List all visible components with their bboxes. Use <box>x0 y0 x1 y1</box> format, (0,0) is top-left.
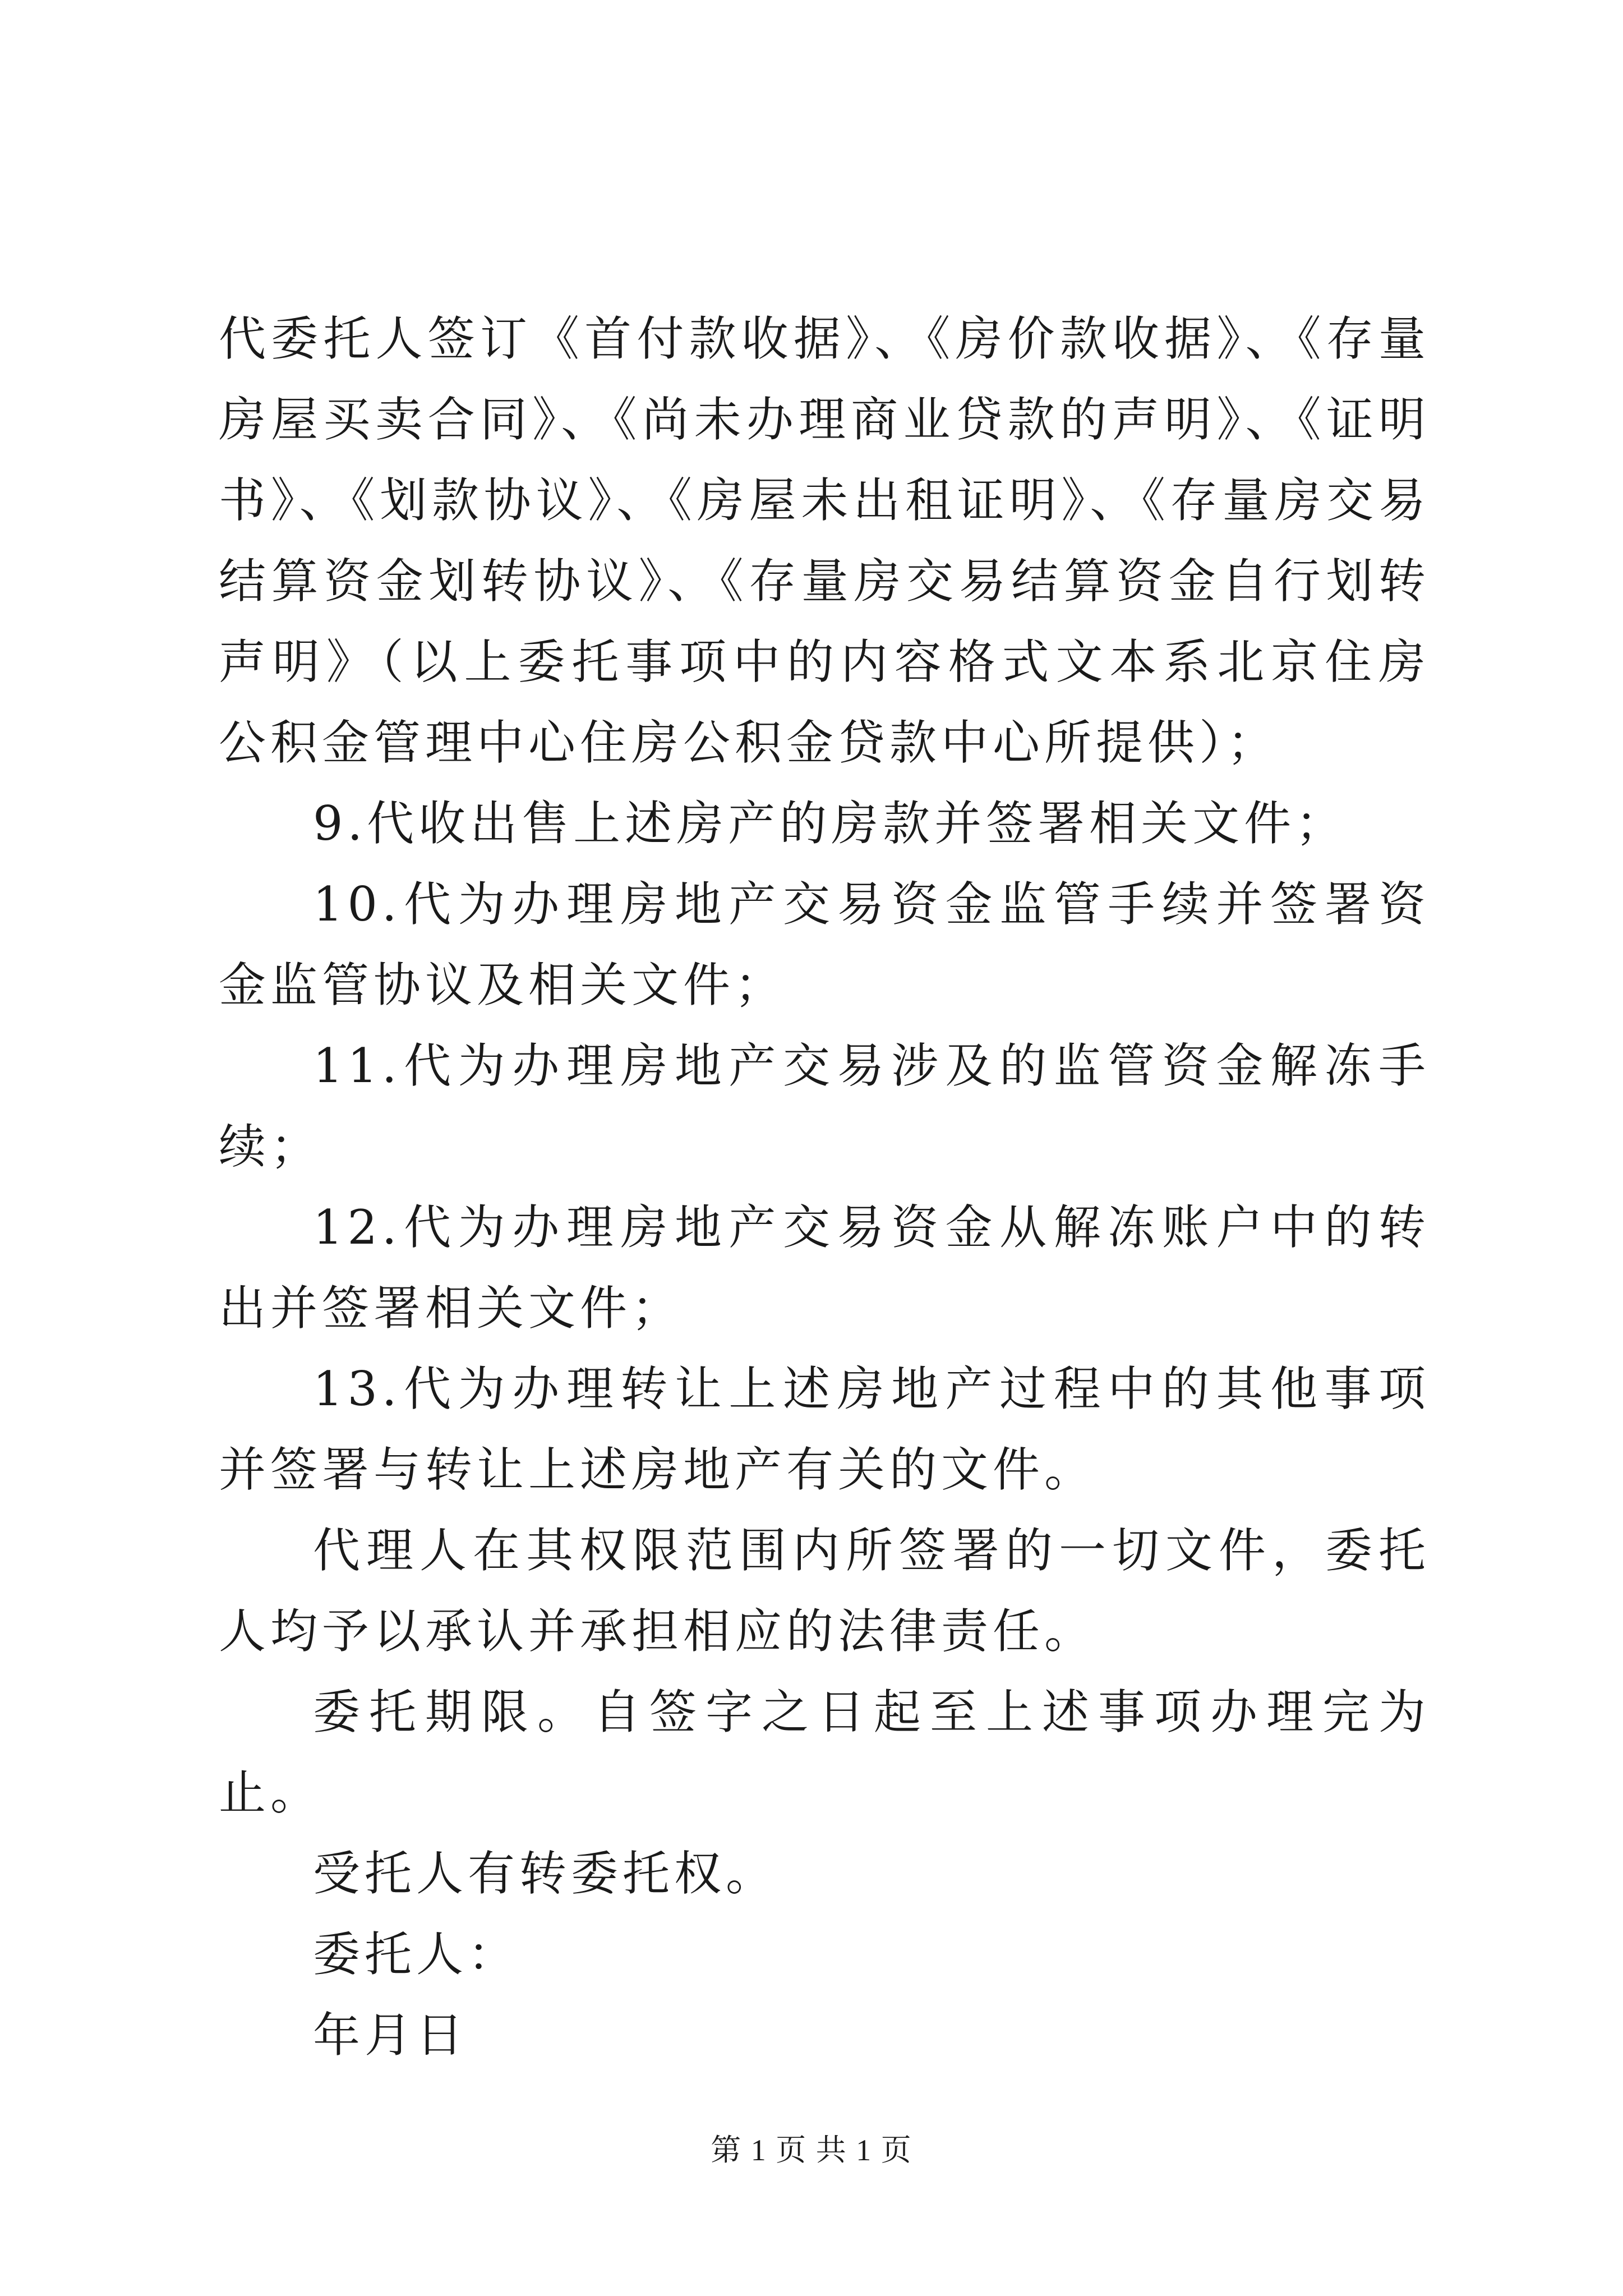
paragraph-item-13: 13.代为办理转让上述房地产过程中的其他事项并签署与转让上述房地产有关的文件。 <box>219 1361 1430 1497</box>
paragraph-agent-authority: 代理人在其权限范围内所签署的一切文件，委托人均予以承认并承担相应的法律责任。 <box>219 1523 1430 1659</box>
paragraph-sub-delegation: 受托人有转委托权。 <box>313 1846 778 1901</box>
paragraph-item-11: 11.代为办理房地产交易涉及的监管资金解冻手续； <box>219 1038 1430 1174</box>
page-number-label: 第 1 页 共 1 页 <box>711 2133 912 2167</box>
paragraph-entrusted-documents: 代委托人签订《首付款收据》、《房价款收据》、《存量房屋买卖合同》、《尚未办理商业贷款的声明》、《证明书》、《划款协议》、《房屋未出租证明》、《存量房交易结算资金划转协议》、《存量房交易结算资金自行划转声明》（以上委托事项中的内容格式文本系北京住房公积金管理中心住房公积金贷款中心所提供）； <box>219 311 1430 770</box>
page-footer <box>0 2126 1623 2169</box>
date-line: 年月日 <box>313 2008 468 2063</box>
paragraph-item-10: 10.代为办理房地产交易资金监管手续并签署资金监管协议及相关文件； <box>219 877 1430 1013</box>
paragraph-item-9: 9.代收出售上述房产的房款并签署相关文件； <box>313 796 1348 851</box>
paragraph-term: 委托期限。自签字之日起至上述事项办理完为止。 <box>219 1685 1430 1820</box>
paragraph-item-12: 12.代为办理房地产交易资金从解冻账户中的转出并签署相关文件； <box>219 1200 1430 1336</box>
principal-signature-line: 委托人： <box>313 1927 520 1982</box>
document-body <box>219 298 1430 2076</box>
